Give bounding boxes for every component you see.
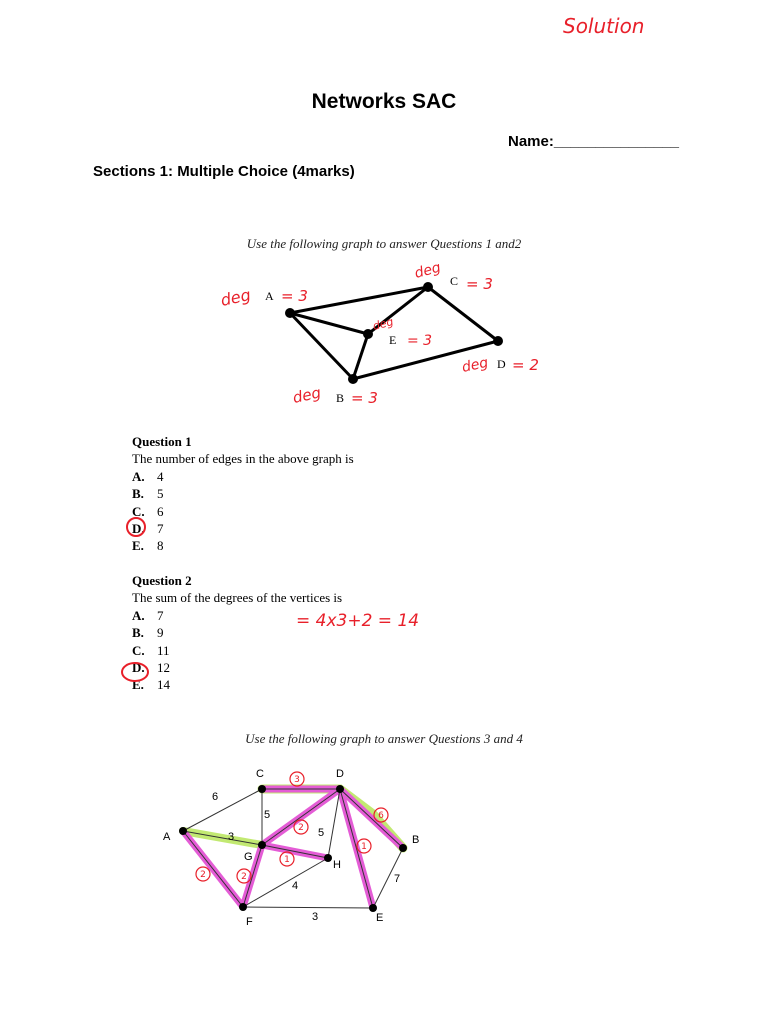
- graph1-deg-B: deg: [291, 383, 323, 407]
- question-2-prompt: The sum of the degrees of the vertices is: [132, 590, 343, 606]
- question-2-working: = 4x3+2 = 14: [296, 611, 420, 631]
- graph2-weight-AG: 3: [228, 831, 235, 843]
- question-2-option-c[interactable]: C. 11: [132, 642, 170, 658]
- graph2-vertex-E: [369, 904, 377, 912]
- graph1-deg-C: deg: [412, 259, 443, 282]
- graph1-label-C: C: [450, 274, 459, 288]
- graph2-edge-DG: [262, 789, 340, 845]
- graph1-note-A: = 3: [281, 287, 308, 305]
- graph2-weight-FE: 3: [312, 911, 319, 923]
- graph1-deg-E: deg: [371, 314, 395, 333]
- graph2-circled-DB: 6: [378, 811, 384, 821]
- graph2-label-D: D: [336, 768, 344, 780]
- graph2-weight-AC: 6: [212, 791, 219, 803]
- page-title: Networks SAC: [311, 90, 457, 113]
- graph2-circled-CD: 3: [294, 775, 300, 785]
- graph2-label-F: F: [246, 916, 253, 928]
- question-1-prompt: The number of edges in the above graph is: [132, 451, 354, 467]
- graph1-label-A: A: [265, 289, 274, 303]
- graph2-label-H: H: [333, 859, 341, 871]
- section-heading: Sections 1: Multiple Choice (4marks): [93, 163, 355, 180]
- graph2-vertex-H: [324, 854, 332, 862]
- graph2-label-C: C: [256, 768, 264, 780]
- graph2-label-E: E: [376, 912, 384, 924]
- graph2-vertex-C: [258, 785, 266, 793]
- graph2-label-A: A: [163, 831, 171, 843]
- name-field-label: Name:_______________: [508, 133, 679, 150]
- question-1-option-e[interactable]: E. 8: [132, 538, 164, 554]
- question-1-option-b[interactable]: B. 5: [132, 486, 164, 502]
- graph2-circled-GH: 1: [284, 855, 290, 865]
- graph2-edge-GH: [262, 845, 328, 858]
- graph2-circled-AF: 2: [200, 870, 206, 880]
- graph2-weight-BE: 7: [394, 873, 401, 885]
- graph1-label-B: B: [336, 391, 345, 405]
- graph2-weight-FH: 4: [292, 880, 299, 892]
- question-2-option-e[interactable]: E. 14: [132, 677, 170, 693]
- graph2-circled-GD: 2: [298, 823, 304, 833]
- question-2-option-a[interactable]: A. 7: [132, 607, 164, 623]
- graph2-edge-AC: [183, 789, 262, 831]
- graph2-weight-CG: 5: [264, 809, 271, 821]
- graph2-weight-DG: 5: [318, 827, 325, 839]
- graph2-circled-DE: 1: [361, 842, 367, 852]
- graph1-label-E: E: [389, 333, 397, 347]
- graph2-circled-GF: 2: [241, 872, 247, 882]
- graph1-note-C: = 3: [466, 275, 493, 293]
- graph2-vertex-F: [239, 903, 247, 911]
- graph2-vertex-D: [336, 785, 344, 793]
- graph2-vertex-G: [258, 841, 266, 849]
- graph1-deg-A: deg: [218, 285, 253, 310]
- graph2-vertex-A: [179, 827, 187, 835]
- question-1-title: Question 1: [132, 434, 192, 449]
- question-2-title: Question 2: [132, 573, 192, 588]
- solution-annotation: Solution: [563, 14, 645, 38]
- graph1-deg-D: deg: [460, 354, 490, 376]
- graph2-vertex-B: [399, 844, 407, 852]
- graph1-caption: Use the following graph to answer Questions 1 and2: [246, 236, 522, 251]
- graph2-label-B: B: [412, 834, 420, 846]
- graph1-note-E: = 3: [407, 333, 433, 349]
- graph1-note-D: = 2: [512, 356, 539, 374]
- question-1-option-d[interactable]: D. 7: [132, 521, 164, 537]
- question-2-option-d[interactable]: D. 12: [132, 660, 170, 676]
- graph1-label-D: D: [497, 357, 506, 371]
- graph2-caption: Use the following graph to answer Questions 3 and 4: [245, 731, 523, 746]
- question-1-option-a[interactable]: A. 4: [132, 468, 164, 484]
- graph2-edge-FE: [243, 907, 373, 908]
- question-2-option-b[interactable]: B. 9: [132, 625, 164, 641]
- graph1-note-B: = 3: [351, 389, 378, 407]
- graph2-label-G: G: [244, 851, 253, 863]
- question-1-option-c[interactable]: C. 6: [132, 503, 164, 519]
